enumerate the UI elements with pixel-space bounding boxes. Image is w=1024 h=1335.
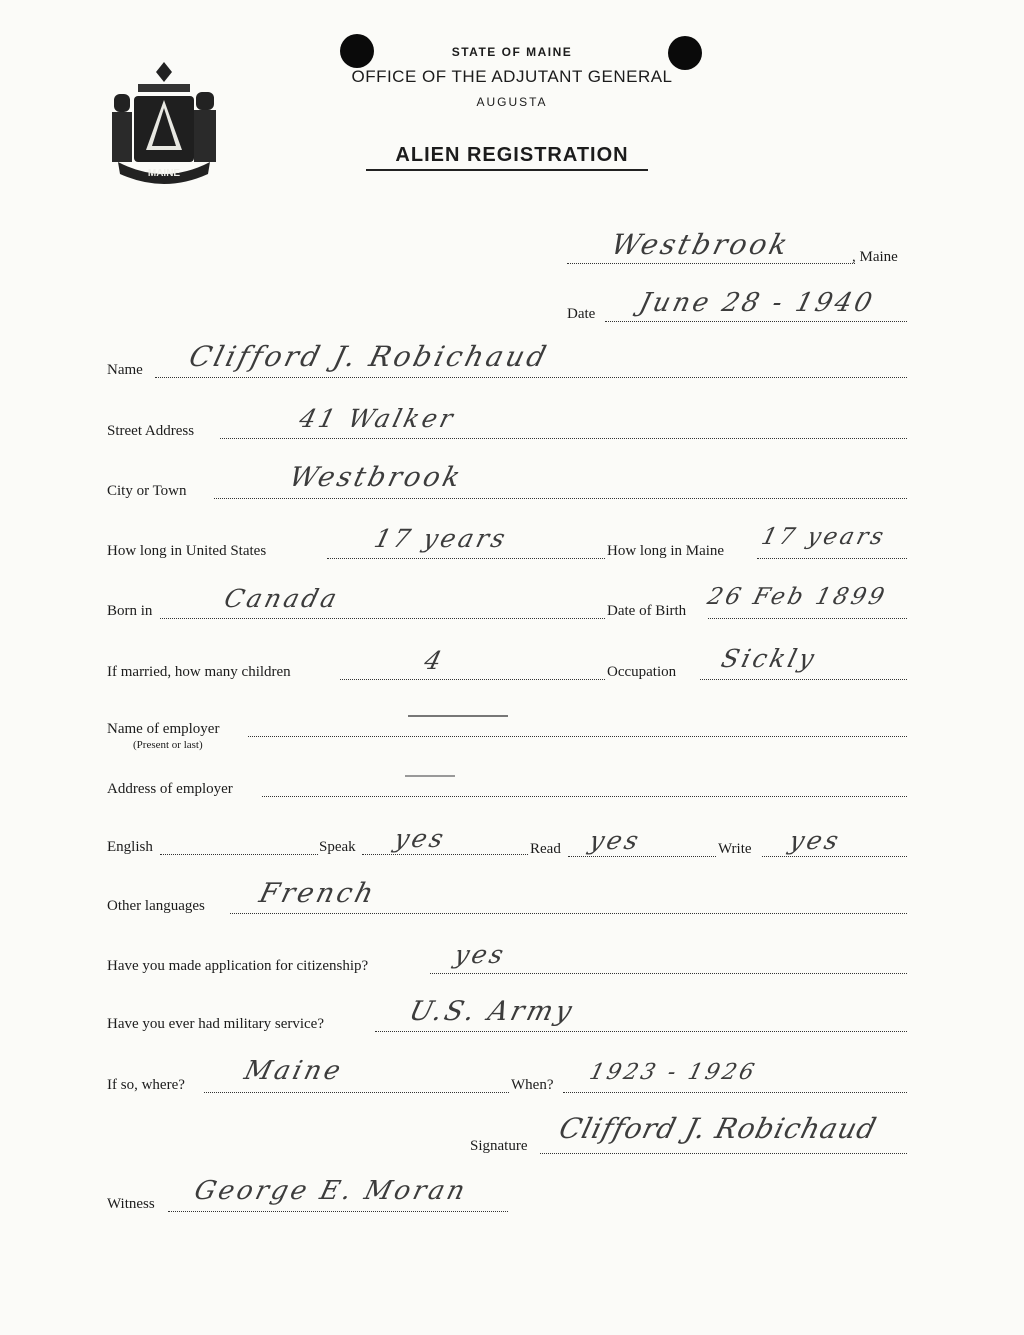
military-line bbox=[375, 1030, 907, 1032]
us-duration-label: How long in United States bbox=[107, 543, 267, 559]
when-label: When? bbox=[511, 1077, 554, 1093]
employer-label: Name of employer bbox=[107, 721, 220, 737]
title-underline bbox=[366, 169, 648, 171]
name-label: Name bbox=[107, 362, 143, 378]
speak-value[interactable]: yes bbox=[391, 824, 450, 853]
military-label: Have you ever had military service? bbox=[107, 1016, 324, 1032]
town-suffix: , Maine bbox=[852, 249, 898, 265]
other-languages-line bbox=[230, 912, 907, 914]
town-line bbox=[567, 262, 855, 264]
signature-value[interactable]: Clifford J. Robichaud bbox=[555, 1112, 881, 1145]
children-line bbox=[340, 678, 605, 680]
write-value[interactable]: yes bbox=[786, 826, 845, 855]
witness-line bbox=[168, 1210, 508, 1212]
write-line bbox=[762, 855, 907, 857]
city-label: City or Town bbox=[107, 483, 187, 499]
employer-address-line bbox=[262, 795, 907, 797]
citizenship-label: Have you made application for citizenship? bbox=[107, 958, 369, 974]
maine-duration-label: How long in Maine bbox=[607, 543, 725, 559]
dob-line bbox=[708, 617, 907, 619]
other-languages-value[interactable]: French bbox=[256, 878, 380, 909]
speak-label: Speak bbox=[319, 839, 356, 855]
city-value[interactable]: Westbrook bbox=[286, 462, 467, 493]
children-value[interactable]: 4 bbox=[421, 646, 448, 675]
date-line bbox=[605, 320, 907, 322]
us-duration-value[interactable]: 17 years bbox=[371, 524, 511, 553]
name-line bbox=[155, 376, 907, 378]
town-value[interactable]: Westbrook bbox=[607, 228, 794, 261]
where-label: If so, where? bbox=[107, 1077, 185, 1093]
name-value[interactable]: Clifford J. Robichaud bbox=[185, 340, 553, 373]
header-office: OFFICE OF THE ADJUTANT GENERAL bbox=[351, 67, 673, 86]
english-label: English bbox=[107, 839, 153, 855]
when-line bbox=[563, 1091, 907, 1093]
when-value[interactable]: 1923 - 1926 bbox=[586, 1060, 760, 1085]
seal-banner: MAINE bbox=[147, 168, 181, 179]
street-label: Street Address bbox=[107, 423, 195, 439]
city-line bbox=[214, 497, 907, 499]
maine-duration-line bbox=[757, 557, 907, 559]
date-value[interactable]: June 28 - 1940 bbox=[636, 288, 878, 318]
english-line bbox=[160, 853, 318, 855]
dob-value[interactable]: 26 Feb 1899 bbox=[704, 584, 890, 610]
witness-label: Witness bbox=[107, 1196, 155, 1212]
write-label: Write bbox=[718, 841, 752, 857]
header-state: STATE OF MAINE bbox=[451, 45, 573, 59]
occupation-line bbox=[700, 678, 907, 680]
employer-address-label: Address of employer bbox=[107, 781, 233, 797]
other-languages-label: Other languages bbox=[107, 898, 205, 914]
speak-line bbox=[362, 853, 528, 855]
signature-label: Signature bbox=[470, 1138, 528, 1154]
street-value[interactable]: 41 Walker bbox=[296, 404, 459, 433]
employer-address-dash bbox=[405, 775, 455, 777]
employer-sublabel: (Present or last) bbox=[133, 739, 203, 751]
header-city: AUGUSTA bbox=[476, 95, 548, 109]
form-title: ALIEN REGISTRATION bbox=[395, 144, 629, 166]
employer-line bbox=[248, 735, 907, 737]
military-value[interactable]: U.S. Army bbox=[406, 996, 578, 1027]
read-label: Read bbox=[530, 841, 561, 857]
born-in-label: Born in bbox=[107, 603, 153, 619]
maine-duration-value[interactable]: 17 years bbox=[758, 524, 889, 550]
us-duration-line bbox=[327, 557, 605, 559]
citizenship-value[interactable]: yes bbox=[451, 940, 510, 969]
signature-line bbox=[540, 1152, 907, 1154]
born-in-value[interactable]: Canada bbox=[221, 584, 343, 613]
read-value[interactable]: yes bbox=[586, 826, 645, 855]
citizenship-line bbox=[430, 972, 907, 974]
born-in-line bbox=[160, 617, 605, 619]
occupation-label: Occupation bbox=[607, 664, 677, 680]
date-label: Date bbox=[567, 306, 596, 322]
employer-dash bbox=[408, 715, 508, 717]
where-value[interactable]: Maine bbox=[241, 1056, 347, 1086]
children-label: If married, how many children bbox=[107, 664, 291, 680]
street-line bbox=[220, 437, 907, 439]
occupation-value[interactable]: Sickly bbox=[718, 644, 821, 673]
dob-label: Date of Birth bbox=[607, 603, 687, 619]
where-line bbox=[204, 1091, 509, 1093]
read-line bbox=[568, 855, 716, 857]
witness-value[interactable]: George E. Moran bbox=[191, 1176, 471, 1206]
